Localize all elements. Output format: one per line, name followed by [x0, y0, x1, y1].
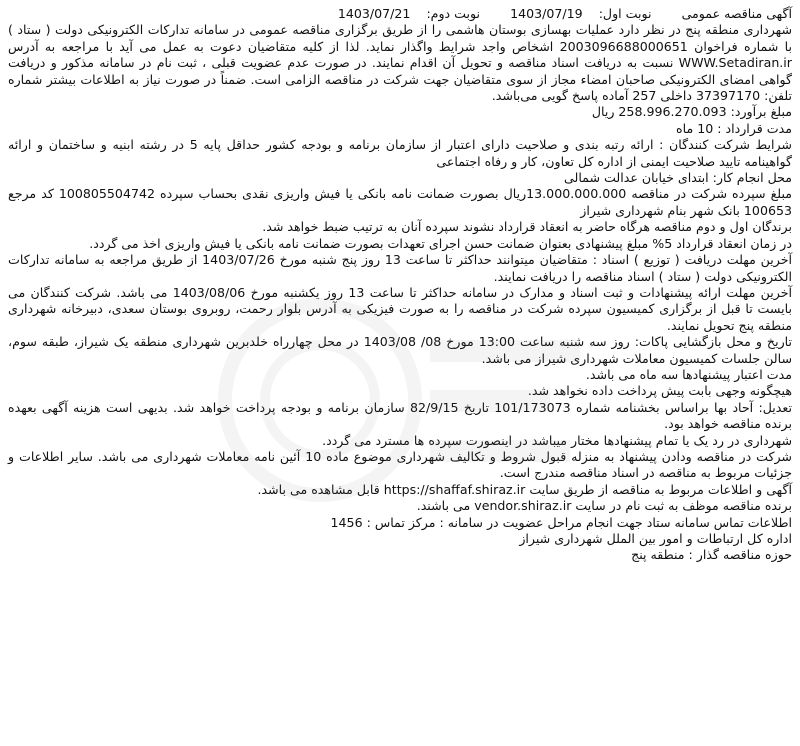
estimate-line: مبلغ برآورد: 258.996.270.093 ریال [591, 104, 792, 120]
first-round-date: 1403/07/19 [510, 6, 583, 21]
conditions-paragraph: شرایط شرکت کنندگان : ارائه رتبه بندی و صلاحیت دارای اعتبار از سازمان برنامه و بودجه کشور حداقل پایه 5 در رشته ابنیه و ساختمان و ارائه گواهینامه تایید صلاحیت ایمنی از اداره کل تعاون، کار و رفاه اجتماعی [8, 137, 792, 169]
second-round-label: نوبت دوم: [426, 6, 481, 21]
shaffaf-line: آگهی و اطلاعات مربوط به مناقصه از طریق سایت https://shaffaf.shiraz.ir قابل مشاهده می باشد. [257, 481, 792, 497]
validity-line: مدت اعتبار پیشنهادها سه ماه می باشد. [585, 366, 792, 382]
forfeit-line: برندگان اول و دوم مناقصه هرگاه حاضر به انعقاد قرارداد نشوند سپرده آنان به ترتیب ضبط خواهد شد. [262, 219, 792, 235]
document-deadline-paragraph: آخرین مهلت دریافت ( توزیع ) اسناد : متقاضیان میتوانند حداکثر تا ساعت 13 روز پنج شنبه مورخ 1403/07/26 از طریق مراجعه به سامانه تدارکات الکترونیکی دولت ( ستاد ) اسناد مناقصه را دریافت نمایند. [8, 252, 792, 284]
first-round-label: نوبت اول: [598, 6, 652, 21]
notice-title: آگهی مناقصه عمومی [681, 6, 792, 21]
contact-line: اطلاعات تماس سامانه ستاد جهت انجام مراحل عضویت در سامانه : مرکز تماس : 1456 [330, 514, 792, 530]
location-line: محل انجام کار: ابتدای خیابان عدالت شمالی [564, 170, 792, 186]
office-line: اداره کل ارتباطات و امور بین الملل شهرداری شیراز [519, 531, 792, 546]
acceptance-paragraph: شرکت در مناقصه ودادن پیشنهاد به منزله قبول شروط و تکالیف شهرداری موضوع ماده 10 آئین نامه معاملات شهرداری می باشد. سایر اطلاعات و جزئیات مربوط به مناقصه در اسناد مناقصه مندرج است. [8, 448, 792, 481]
duration-line: مدت قرارداد : 10 ماه [676, 120, 792, 136]
bid-deadline-paragraph: آخرین مهلت ارائه پیشنهادات و ثبت اسناد و مدارک در سامانه حداکثر تا ساعت 13 روز یکشنبه مورخ 1403/08/06 می باشد. شرکت کنندگان می بایست تا قبل از برگزاری کمیسیون سپرده شرکت در مناقصه را به صورت فیزیکی به آدرس بلوار رحمت، روبروی بوستان سعدی، دبیرخانه شهرداری منطقه پنج تحویل نمایند. [8, 284, 792, 333]
deposit-paragraph: مبلغ سپرده شرکت در مناقصه 13.000.000.000ریال بصورت ضمانت نامه بانکی یا فیش واریزی نقدی بحساب سپرده 100805504742 کد مرجع 100653 بانک شهر بنام شهرداری شیراز [8, 186, 792, 218]
rejection-line: شهرداری در رد یک یا تمام پیشنهادها مختار میباشد در اینصورت سپرده ها مسترد می گردد. [322, 432, 792, 448]
notice-header [8, 6, 792, 22]
second-round-date: 1403/07/21 [337, 6, 411, 21]
vendor-line: برنده مناقصه موظف به ثبت نام در سایت vendor.shiraz.ir می باشند. [416, 498, 792, 514]
adjustment-paragraph: تعدیل: آحاد بها براساس بخشنامه شماره 101/173073 تاریخ 82/9/15 سازمان برنامه و بودجه پرداخت خواهد شد. بدیهی است هزینه آگهی بعهده برنده مناقصه خواهد بود. [8, 399, 792, 432]
intro-paragraph: شهرداری منطقه پنج در نظر دارد عملیات بهسازی بوستان هاشمی را از طریق برگزاری مناقصه عمومی در سامانه تدارکات الکترونیکی دولت ( ستاد ) با شماره فراخوان 2003096688000651 اشخاص واجد شرایط واگذار نماید. لذا از کلیه متقاضیان دعوت به عمل می آید با مراجعه به آدرس WWW.Setadiran.ir نسبت به دریافت اسناد مناقصه و تحویل آن اقدام نمایند. در صورت عدم عضویت قبلی ، ثبت نام در سامانه مذکور و دریافت گواهی امضای الکترونیکی صاحبان امضاء مجاز از سوی متقاضیان جهت شرکت در مناقصه الزامی است. ضمناً در صورت نیاز به اطلاعات بیشتر شماره تلفن: 37397170 داخلی 257 آماده پاسخ گویی می‌باشد. [8, 22, 792, 104]
performance-bond-paragraph: در زمان انعقاد قرارداد 5% مبلغ پیشنهادی بعنوان ضمانت حسن اجرای تعهدات بصورت ضمانت نامه بانکی یا فیش واریزی اخذ می گردد. [89, 235, 792, 251]
no-prepayment-line: هیچگونه وجهی بابت پیش پرداخت داده نخواهد شد. [527, 383, 792, 399]
opening-paragraph: تاریخ و محل بازگشایی پاکات: روز سه شنبه ساعت 13:00 مورخ 08/ 1403/08 در محل چهارراه خلدبرین شهرداری منطقه یک شیراز، طبقه سوم، سالن جلسات کمیسیون معاملات شهرداری شیراز می باشد. [8, 334, 792, 366]
issuer-line: حوزه مناقصه گذار : منطقه پنج [631, 547, 792, 563]
